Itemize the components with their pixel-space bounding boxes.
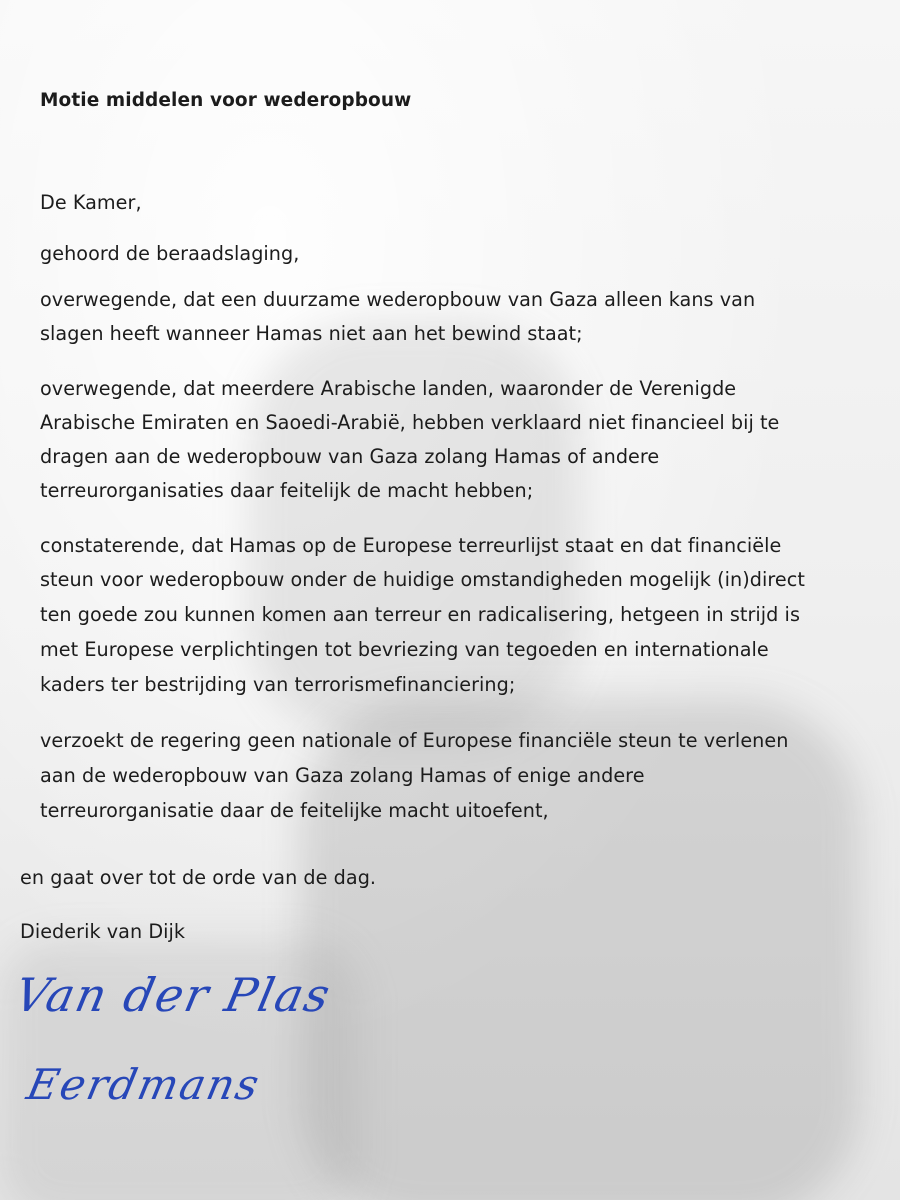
text-line-14: verzoekt de regering geen nationale of Europese financiële steun te verlenen: [40, 729, 789, 752]
signature-van-der-plas: Van der Plas: [10, 968, 337, 1022]
closing-line: en gaat over tot de orde van de dag.: [20, 866, 377, 889]
text-line-11: ten goede zou kunnen komen aan terreur en radicalisering, hetgeen in strijd is: [40, 603, 800, 626]
first-signatory: Diederik van Dijk: [20, 920, 186, 943]
motion-title: Motie middelen voor wederopbouw: [40, 90, 412, 111]
text-line-13: kaders ter bestrijding van terrorismefinanciering;: [40, 673, 516, 696]
text-line-7: dragen aan de wederopbouw van Gaza zolang Hamas of andere: [40, 445, 660, 468]
text-line-10: steun voor wederopbouw onder de huidige omstandigheden mogelijk (in)direct: [40, 568, 805, 591]
text-line-3: overwegende, dat een duurzame wederopbouw van Gaza alleen kans van: [40, 288, 756, 311]
text-line-15: aan de wederopbouw van Gaza zolang Hamas of enige andere: [40, 764, 645, 787]
text-line-8: terreurorganisaties daar feitelijk de macht hebben;: [40, 479, 534, 502]
text-line-6: Arabische Emiraten en Saoedi-Arabië, hebben verklaard niet financieel bij te: [40, 411, 780, 434]
text-line-4: slagen heeft wanneer Hamas niet aan het bewind staat;: [40, 322, 583, 345]
signature-eerdmans: Eerdmans: [22, 1060, 266, 1109]
text-line-9: constaterende, dat Hamas op de Europese terreurlijst staat en dat financiële: [40, 534, 782, 557]
text-line-1: De Kamer,: [40, 191, 142, 214]
text-line-2: gehoord de beraadslaging,: [40, 242, 300, 265]
text-line-5: overwegende, dat meerdere Arabische landen, waaronder de Verenigde: [40, 377, 737, 400]
text-line-12: met Europese verplichtingen tot bevriezing van tegoeden en internationale: [40, 638, 769, 661]
text-line-16: terreurorganisatie daar de feitelijke macht uitoefent,: [40, 799, 549, 822]
